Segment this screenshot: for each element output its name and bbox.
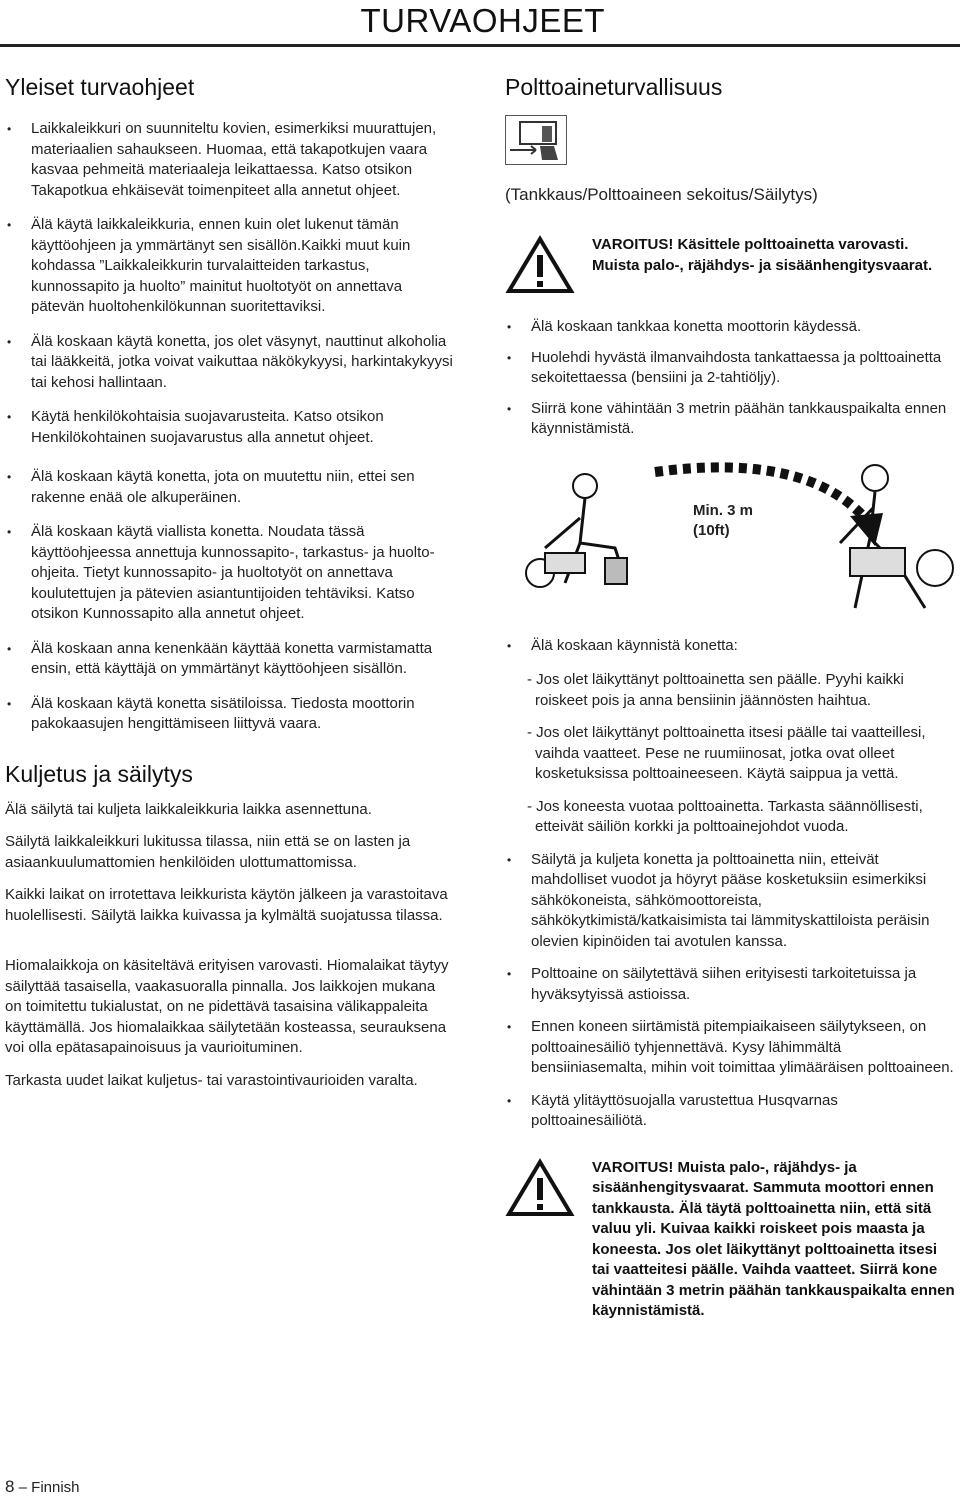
sub-item: - Jos olet läikyttänyt polttoainetta itsesi päälle tai vaatteillesi, vaihda vaatteet. Pese ne ruumiinosat, jotka ovat olleet kosketuksissa polttoaineeseen. Käytä saippua ja vettä. [527,724,926,782]
list-item: • Älä käytä laikkaleikkuria, ennen kuin olet lukenut tämän käyttöohjeen ja ymmärtänyt sen sisällön.Kaikki muut kuin kohdassa ”Laikkaleikkurin turvalaitteiden tarkastus, kunnossapito ja huolto” mainitut huoltotyöt on annettava pätevän huoltohenkilökunnan suoritettaviksi. [5,215,455,318]
general-safety-list [5,119,455,735]
paragraph: Älä säilytä tai kuljeta laikkaleikkuria laikka asennettuna. [5,800,372,818]
fuel-list-2 [505,850,955,1132]
fuel-subheading: (Tankkaus/Polttoaineen sekoitus/Säilytys) [505,185,818,204]
list-item: • Käytä ylitäyttösuojalla varustettua Husqvarnas polttoainesäiliötä. [505,1091,955,1132]
section-heading-general: Yleiset turvaohjeet [5,74,195,100]
paragraph: Kaikki laikat on irrotettava leikkurista käytön jälkeen ja varastoitava huolellisesti. Säilytä laikka kuivassa ja kylmältä suojatussa tilassa. [5,886,448,924]
warning-box-2 [505,1158,955,1322]
distance-label-feet: (10ft) [693,521,730,539]
list-item: • Älä koskaan käynnistä konetta: [505,636,955,657]
section-heading-transport: Kuljetus ja säilytys [5,760,193,787]
right-column [505,74,955,1322]
section-heading-fuel: Polttoaineturvallisuus [505,74,723,100]
left-column [5,74,455,1091]
paragraph: Tarkasta uudet laikat kuljetus- tai varastointivaurioiden varalta. [5,1071,418,1089]
refuel-distance-illustration [505,458,955,618]
warning-triangle-icon [505,235,575,295]
header-title: TURVAOHJEET [360,2,605,39]
sub-item: - Jos koneesta vuotaa polttoainetta. Tarkasta säännöllisesti, etteivät säiliön korkki ja polttoainejohdot vuoda. [527,797,923,835]
list-item: • Älä koskaan tankkaa konetta moottorin käydessä. [505,317,955,338]
fuel-list-1 [505,317,955,440]
paragraph: Säilytä laikkaleikkuri lukitussa tilassa, niin että se on lasten ja asiaankuulumattomien henkilöiden ulottumattomissa. [5,833,411,871]
list-item: • Käytä henkilökohtaisia suojavarusteita. Katso otsikon Henkilökohtainen suojavarustus alla annetut ohjeet. [5,407,455,448]
warning-text-2: VAROITUS! Muista palo-, räjähdys- ja sisäänhengitysvaarat. Sammuta moottori ennen tankkausta. Älä täytä polttoainetta niin, että sitä valuu yli. Kuivaa kaikki roiskeet pois maasta ja koneesta. Jos olet läikyttänyt polttoainetta itsesi tai vaatteitesi päälle. Vaihda vaatteet. Siirrä kone vähintään 3 metrin päähän tankkauspaikalta ennen käynnistämistä. [592,1158,955,1319]
warning-text-1: VAROITUS! Käsittele polttoainetta varovasti. Muista palo-, räjähdys- ja sisäänhengitysvaarat. [592,236,933,274]
fuel-start-list [505,636,955,657]
list-item: • Polttoaine on säilytettävä siihen erityisesti tarkoitetuissa ja hyväksytyissä astioissa. [505,964,955,1005]
list-item: • Säilytä ja kuljeta konetta ja polttoainetta niin, etteivät mahdolliset vuodot ja höyryt pääse kosketuksiin esimerkiksi sähkökoneista, sähkömoottoreista, sähkökytkimistä/katkaisimista tai lämmityskattiloista peräisin olevien kipinöiden tai avotulen kanssa. [505,850,955,953]
warning-triangle-icon [505,1158,575,1218]
list-item: • Älä koskaan käytä konetta, jota on muutettu niin, ettei sen rakenne enää ole alkuperäinen. [5,467,455,508]
warning-box-1 [505,235,955,295]
page-footer [5,1477,80,1497]
list-item: • Laikkaleikkuri on suunniteltu kovien, esimerkiksi muurattujen, materiaalien sahaukseen. Huomaa, että takapotkujen vaara kasvaa pehmeitä materiaaleja leikattaessa. Katso otsikon Takapotkua ehkäisevät toimenpiteet alla annetut ohjeet. [5,119,455,201]
page-number: 8 [5,1477,15,1496]
paragraph: Hiomalaikkoja on käsiteltävä erityisen varovasti. Hiomalaikat täytyy säilyttää tasaisella, vaakasuoralla pinnalla. Jos laikkojen mukana on toimitettu tukialustat, on ne pidettävä tasaisina välikappaleita käyttämällä. Jos hiomalaikkaa säilytetään kosteassa, seurauksena voi olla epätasapainoisuus ja vaurioituminen. [5,957,449,1056]
sub-item: - Jos olet läikyttänyt polttoainetta sen päälle. Pyyhi kaikki roiskeet pois ja anna bensiinin jäännösten haihtua. [527,671,904,709]
footer-dash: – [18,1479,27,1496]
footer-language: Finnish [31,1479,80,1496]
sub-list [505,670,955,838]
header-rule [0,44,960,47]
list-item: • Älä koskaan käytä konetta sisätiloissa. Tiedosta moottorin pakokaasujen hengittämiseen liittyvä vaara. [5,694,455,735]
list-item: • Huolehdi hyvästä ilmanvaihdosta tankattaessa ja polttoainetta sekoitettaessa (bensiini ja 2-tahtiöljy). [505,348,955,389]
list-item: • Älä koskaan anna kenenkään käyttää konetta varmistamatta ensin, että käyttäjä on ymmärtänyt käyttöohjeen sisällön. [5,639,455,680]
list-item: • Älä koskaan käytä viallista konetta. Noudata tässä käyttöohjeessa annettuja kunnossapito-, tarkastus- ja huolto-ohjeita. Tietyt kunnossapito- ja huoltotyöt on annettava koulutettujen ja pätevien asiantuntijoiden tehtäviksi. Katso otsikon Kunnossapito alla annetut ohjeet. [5,522,455,625]
list-item: • Älä koskaan käytä konetta, jos olet väsynyt, nauttinut alkoholia tai lääkkeitä, jotka voivat vaikuttaa näkökykyysi, harkintakykyysi tai kehosi hallintaan. [5,332,455,394]
list-item: • Siirrä kone vähintään 3 metrin päähän tankkauspaikalta ennen käynnistämistä. [505,399,955,440]
distance-label: Min. 3 m [693,501,754,519]
fuel-can-icon [505,115,567,165]
list-item: • Ennen koneen siirtämistä pitempiaikaiseen säilytykseen, on polttoainesäiliö tyhjennettävä. Kysy lähimmältä bensiiniasemalta, mihin voit toimittaa ylimääräisen polttoaineen. [505,1017,955,1079]
